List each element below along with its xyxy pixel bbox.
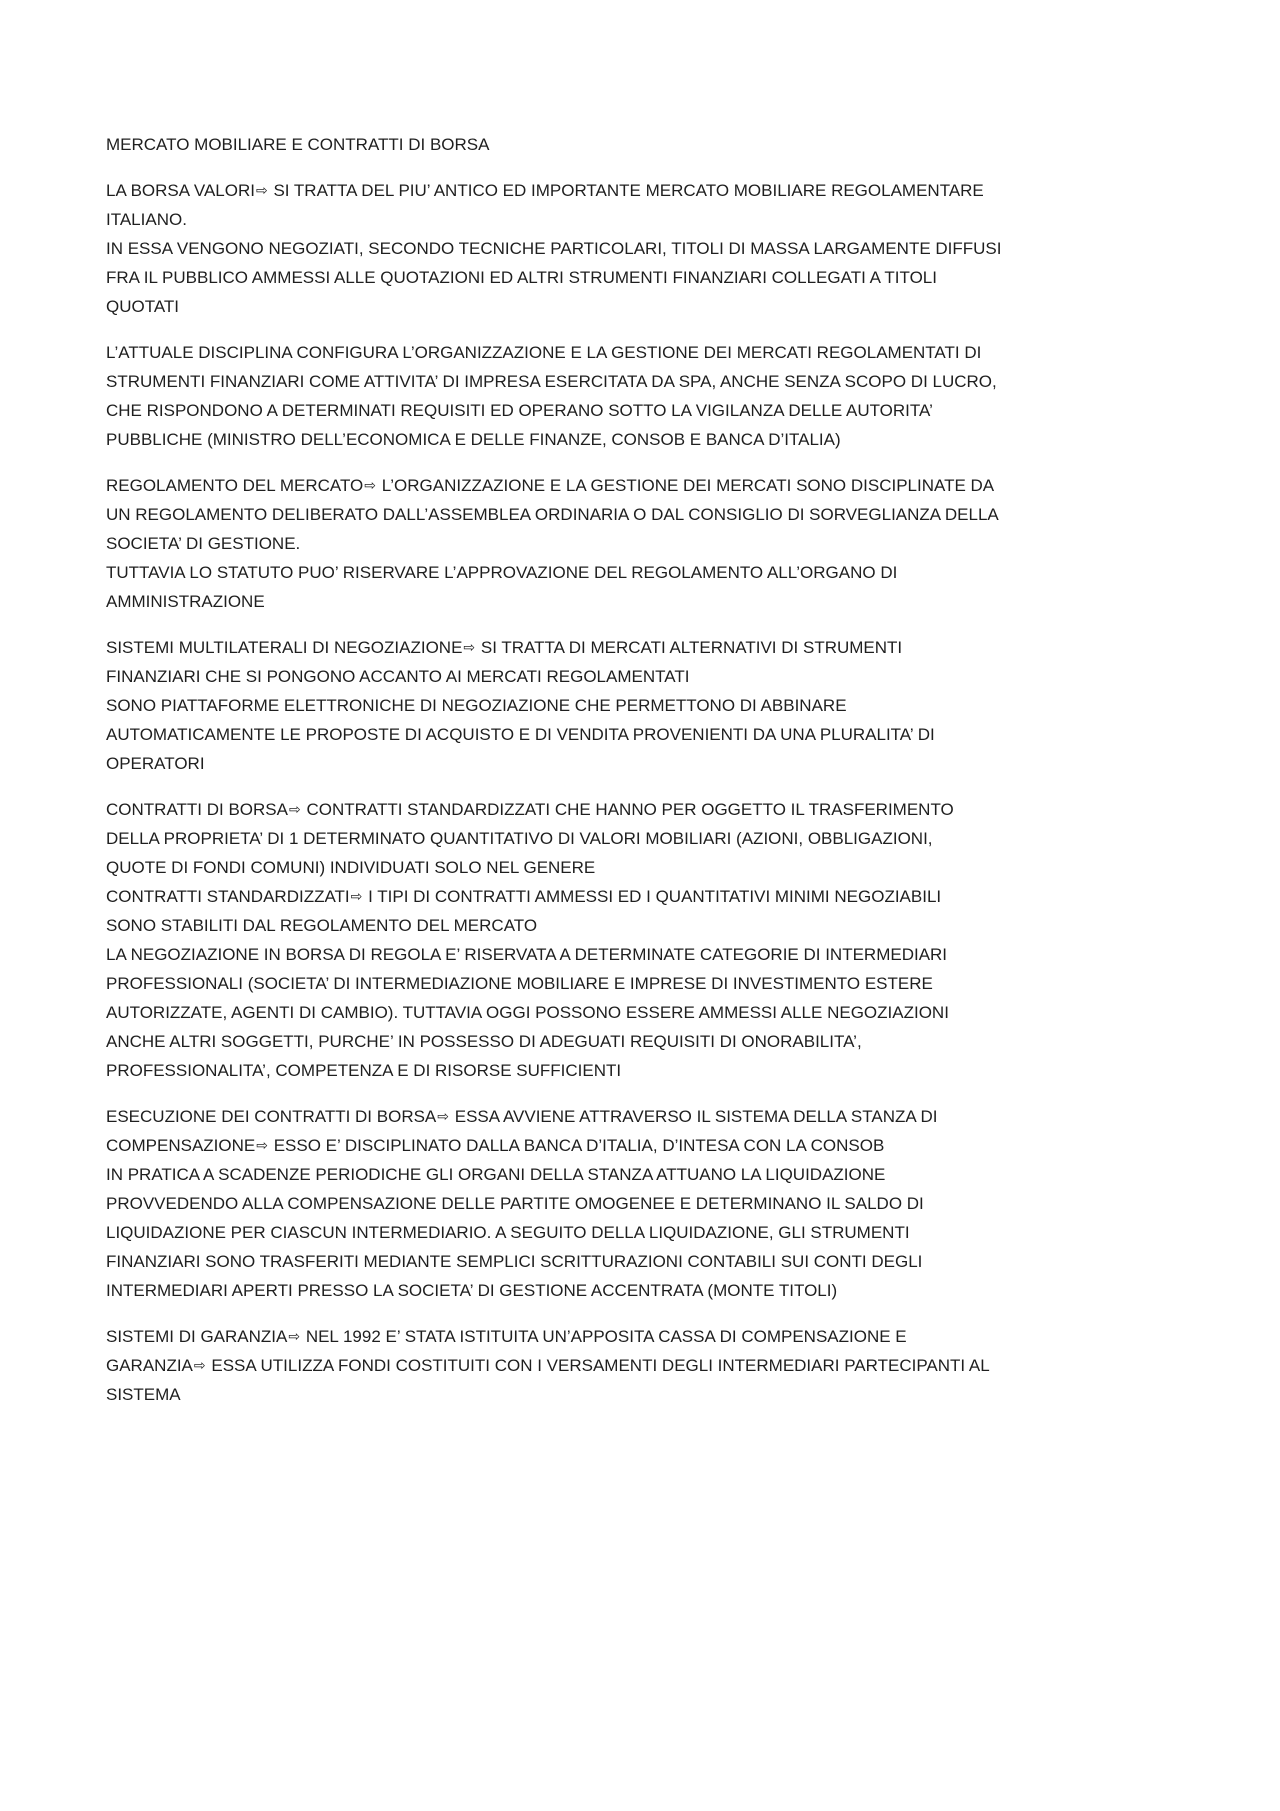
paragraph-section	[106, 176, 1006, 321]
text-segment: IN PRATICA A SCADENZE PERIODICHE GLI ORGANI DELLA STANZA ATTUANO LA LIQUIDAZIONE	[106, 1165, 886, 1184]
text-segment: SISTEMA	[106, 1385, 181, 1404]
text-segment: SISTEMI MULTILATERALI DI NEGOZIAZIONE	[106, 638, 463, 657]
right-arrow-icon: ⇨	[437, 1109, 450, 1125]
text-segment: CONTRATTI STANDARDIZZATI	[106, 887, 350, 906]
paragraph-section	[106, 1102, 1006, 1305]
text-segment: PROVVEDENDO ALLA COMPENSAZIONE DELLE PARTITE OMOGENEE E DETERMINANO IL SALDO DI	[106, 1194, 924, 1213]
text-line	[106, 558, 1006, 587]
paragraph-section	[106, 1322, 1006, 1409]
text-segment: GARANZIA	[106, 1356, 193, 1375]
text-segment: IN ESSA VENGONO NEGOZIATI, SECONDO TECNICHE PARTICOLARI, TITOLI DI MASSA LARGAMENTE DIFFUSI	[106, 239, 1002, 258]
document-title: MERCATO MOBILIARE E CONTRATTI DI BORSA	[106, 135, 490, 154]
text-segment: AUTORIZZATE, AGENTI DI CAMBIO). TUTTAVIA OGGI POSSONO ESSERE AMMESSI ALLE NEGOZIAZIONI	[106, 1003, 949, 1022]
text-segment: LA NEGOZIAZIONE IN BORSA DI REGOLA E’ RISERVATA A DETERMINATE CATEGORIE DI INTERMEDIARI	[106, 945, 948, 964]
text-line	[106, 338, 1006, 367]
text-segment: AMMINISTRAZIONE	[106, 592, 265, 611]
text-line	[106, 940, 1006, 969]
text-segment: AUTOMATICAMENTE LE PROPOSTE DI ACQUISTO E DI VENDITA PROVENIENTI DA UNA PLURALITA’ DI	[106, 725, 935, 744]
text-line	[106, 662, 1006, 691]
text-line	[106, 1218, 1006, 1247]
text-segment: PUBBLICHE (MINISTRO DELL’ECONOMICA E DELLE FINANZE, CONSOB E BANCA D’ITALIA)	[106, 430, 841, 449]
text-segment: L’ATTUALE DISCIPLINA CONFIGURA L’ORGANIZZAZIONE E LA GESTIONE DEI MERCATI REGOLAMENTATI DI	[106, 343, 982, 362]
text-line	[106, 292, 1006, 321]
text-line	[106, 1380, 1006, 1409]
text-segment: PROFESSIONALITA’, COMPETENZA E DI RISORSE SUFFICIENTI	[106, 1061, 622, 1080]
right-arrow-icon: ⇨	[256, 1138, 268, 1154]
text-line	[106, 425, 1006, 454]
text-line	[106, 1027, 1006, 1056]
text-segment: CONTRATTI DI BORSA	[106, 800, 288, 819]
right-arrow-icon: ⇨	[364, 478, 376, 494]
text-line	[106, 998, 1006, 1027]
right-arrow-icon: ⇨	[288, 802, 301, 818]
text-line	[106, 795, 1006, 824]
text-line	[106, 1276, 1006, 1305]
text-segment: SISTEMI DI GARANZIA	[106, 1327, 288, 1346]
text-segment: ESECUZIONE DEI CONTRATTI DI BORSA	[106, 1107, 437, 1126]
text-line	[106, 587, 1006, 616]
text-segment: PROFESSIONALI (SOCIETA’ DI INTERMEDIAZIONE MOBILIARE E IMPRESE DI INVESTIMENTO ESTERE	[106, 974, 933, 993]
text-segment: TUTTAVIA LO STATUTO PUO’ RISERVARE L’APPROVAZIONE DEL REGOLAMENTO ALL’ORGANO DI	[106, 563, 898, 582]
document-body	[106, 130, 1006, 1426]
text-line	[106, 691, 1006, 720]
paragraph-section	[106, 795, 1006, 1085]
text-segment: I TIPI DI CONTRATTI AMMESSI ED I QUANTITATIVI MINIMI NEGOZIABILI	[363, 887, 942, 906]
text-line	[106, 1322, 1006, 1351]
text-segment: QUOTATI	[106, 297, 180, 316]
text-line	[106, 176, 1006, 205]
text-line	[106, 367, 1006, 396]
text-segment: ESSO E’ DISCIPLINATO DALLA BANCA D’ITALIA, D’INTESA CON LA CONSOB	[268, 1136, 885, 1155]
text-segment: OPERATORI	[106, 754, 205, 773]
text-line	[106, 1351, 1006, 1380]
document-sections	[106, 176, 1006, 1409]
text-line	[106, 911, 1006, 940]
text-segment: DELLA PROPRIETA’ DI 1 DETERMINATO QUANTITATIVO DI VALORI MOBILIARI (AZIONI, OBBLIGAZIONI,	[106, 829, 933, 848]
text-segment: INTERMEDIARI APERTI PRESSO LA SOCIETA’ DI GESTIONE ACCENTRATA (MONTE TITOLI)	[106, 1281, 838, 1300]
text-line	[106, 500, 1006, 529]
text-line	[106, 633, 1006, 662]
text-segment: STRUMENTI FINANZIARI COME ATTIVITA’ DI IMPRESA ESERCITATA DA SPA, ANCHE SENZA SCOPO DI LUCRO,	[106, 372, 997, 391]
right-arrow-icon: ⇨	[288, 1329, 301, 1345]
text-line	[106, 882, 1006, 911]
text-line	[106, 1160, 1006, 1189]
text-line	[106, 1247, 1006, 1276]
paragraph-section	[106, 471, 1006, 616]
text-line	[106, 720, 1006, 749]
text-segment: UN REGOLAMENTO DELIBERATO DALL’ASSEMBLEA ORDINARIA O DAL CONSIGLIO DI SORVEGLIANZA DELLA	[106, 505, 999, 524]
text-line	[106, 1131, 1006, 1160]
text-segment: CHE RISPONDONO A DETERMINATI REQUISITI ED OPERANO SOTTO LA VIGILANZA DELLE AUTORITA’	[106, 401, 933, 420]
text-segment: L’ORGANIZZAZIONE E LA GESTIONE DEI MERCATI SONO DISCIPLINATE DA	[376, 476, 995, 495]
text-segment: SONO STABILITI DAL REGOLAMENTO DEL MERCATO	[106, 916, 538, 935]
text-segment: FINANZIARI CHE SI PONGONO ACCANTO AI MERCATI REGOLAMENTATI	[106, 667, 690, 686]
right-arrow-icon: ⇨	[255, 183, 268, 199]
text-line	[106, 1189, 1006, 1218]
text-segment: CONTRATTI STANDARDIZZATI CHE HANNO PER OGGETTO IL TRASFERIMENTO	[301, 800, 954, 819]
text-line	[106, 1102, 1006, 1131]
text-line	[106, 263, 1006, 292]
text-segment: COMPENSAZIONE	[106, 1136, 256, 1155]
text-segment: QUOTE DI FONDI COMUNI) INDIVIDUATI SOLO NEL GENERE	[106, 858, 596, 877]
text-segment: SONO PIATTAFORME ELETTRONICHE DI NEGOZIAZIONE CHE PERMETTONO DI ABBINARE	[106, 696, 847, 715]
text-segment: REGOLAMENTO DEL MERCATO	[106, 476, 364, 495]
text-line	[106, 471, 1006, 500]
text-segment: SOCIETA’ DI GESTIONE.	[106, 534, 301, 553]
text-segment: LIQUIDAZIONE PER CIASCUN INTERMEDIARIO. A SEGUITO DELLA LIQUIDAZIONE, GLI STRUMENTI	[106, 1223, 910, 1242]
text-segment: FRA IL PUBBLICO AMMESSI ALLE QUOTAZIONI ED ALTRI STRUMENTI FINANZIARI COLLEGATI A TITOLI	[106, 268, 937, 287]
right-arrow-icon: ⇨	[463, 640, 476, 656]
text-segment: ITALIANO.	[106, 210, 187, 229]
text-segment: LA BORSA VALORI	[106, 181, 255, 200]
text-segment: FINANZIARI SONO TRASFERITI MEDIANTE SEMPLICI SCRITTURAZIONI CONTABILI SUI CONTI DEGLI	[106, 1252, 923, 1271]
text-line	[106, 969, 1006, 998]
text-line	[106, 853, 1006, 882]
text-segment: ANCHE ALTRI SOGGETTI, PURCHE’ IN POSSESSO DI ADEGUATI REQUISITI DI ONORABILITA’,	[106, 1032, 862, 1051]
text-segment: SI TRATTA DI MERCATI ALTERNATIVI DI STRUMENTI	[476, 638, 903, 657]
right-arrow-icon: ⇨	[350, 889, 363, 905]
text-line	[106, 205, 1006, 234]
text-line	[106, 234, 1006, 263]
paragraph-section	[106, 633, 1006, 778]
text-segment: SI TRATTA DEL PIU’ ANTICO ED IMPORTANTE MERCATO MOBILIARE REGOLAMENTARE	[268, 181, 984, 200]
text-line	[106, 529, 1006, 558]
text-line	[106, 1056, 1006, 1085]
text-segment: NEL 1992 E’ STATA ISTITUITA UN’APPOSITA CASSA DI COMPENSAZIONE E	[301, 1327, 907, 1346]
text-line	[106, 824, 1006, 853]
text-segment: ESSA UTILIZZA FONDI COSTITUITI CON I VERSAMENTI DEGLI INTERMEDIARI PARTECIPANTI AL	[206, 1356, 990, 1375]
paragraph-section	[106, 338, 1006, 454]
text-line	[106, 749, 1006, 778]
text-line	[106, 396, 1006, 425]
text-segment: ESSA AVVIENE ATTRAVERSO IL SISTEMA DELLA STANZA DI	[450, 1107, 938, 1126]
right-arrow-icon: ⇨	[193, 1358, 206, 1374]
